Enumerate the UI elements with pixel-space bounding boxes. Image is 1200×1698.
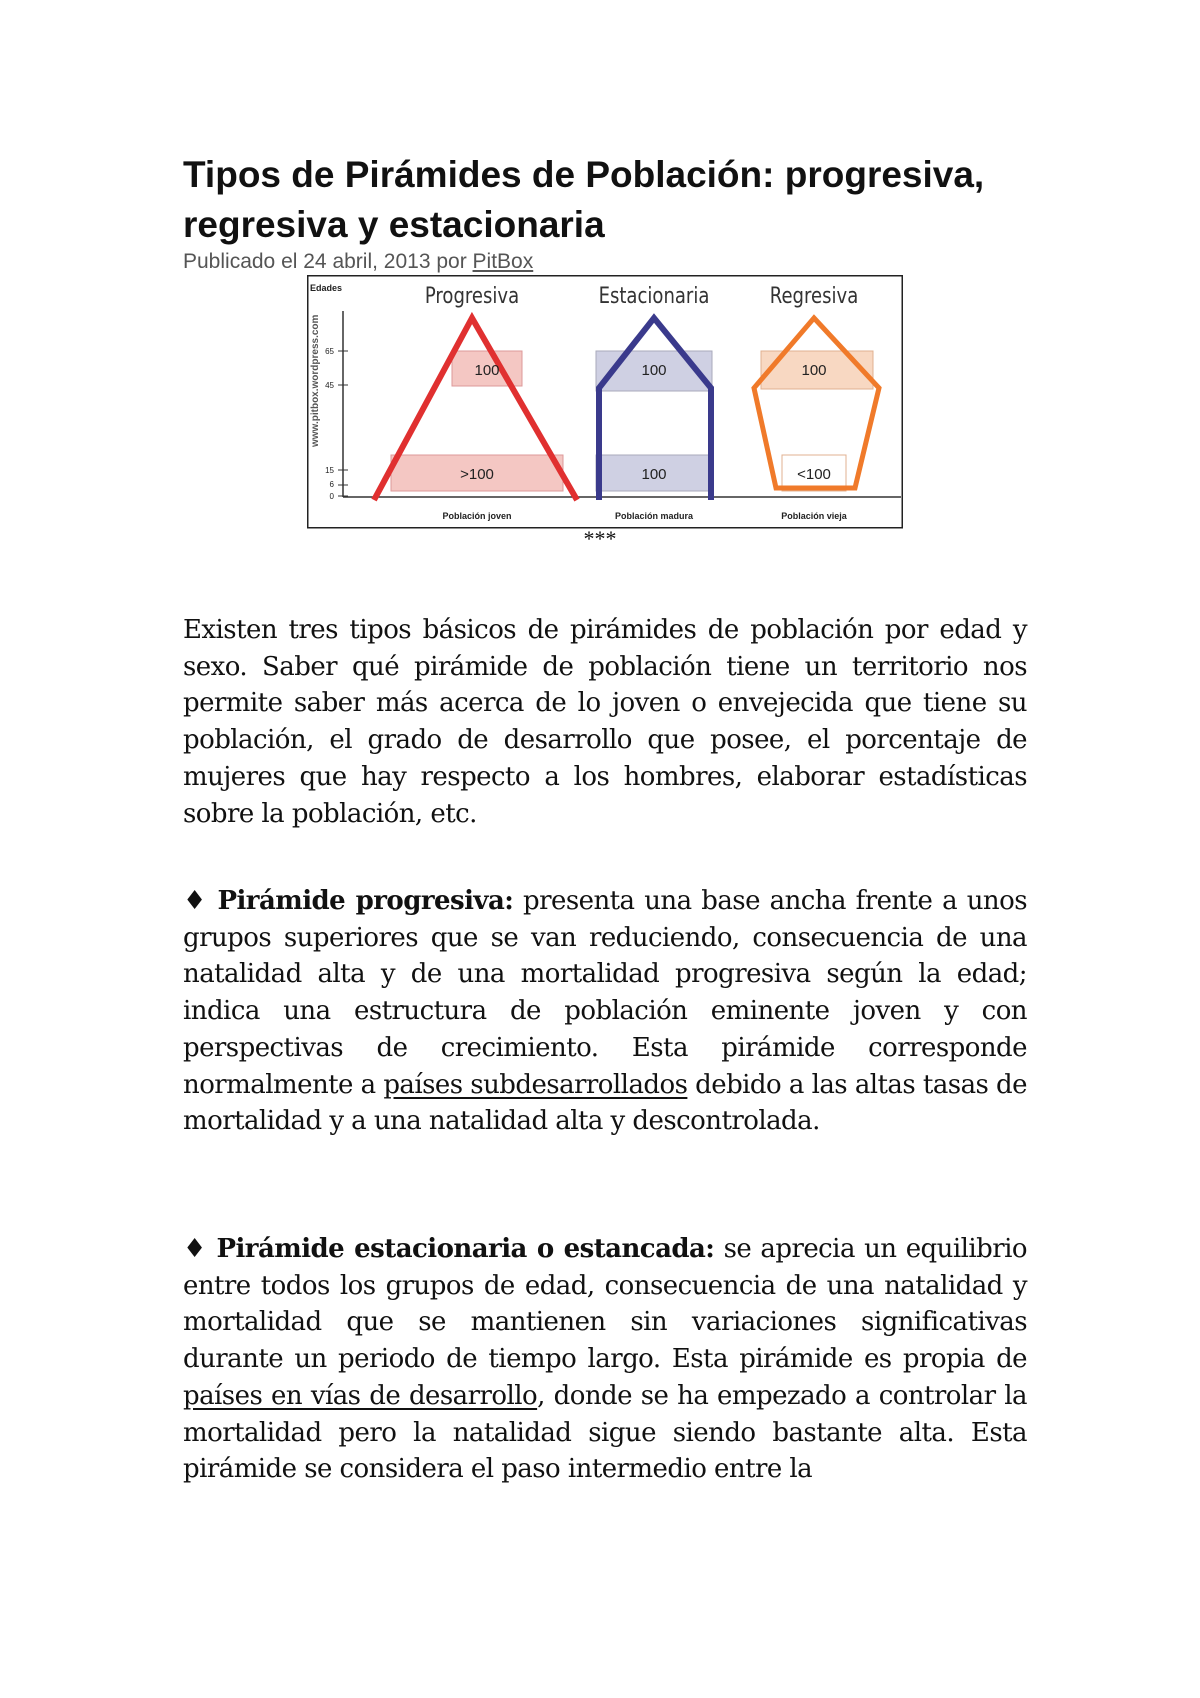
upper-group-label: 100 [801,362,827,379]
y-tick-label: 0 [329,492,334,501]
y-tick-label: 65 [325,347,334,356]
lower-group-label: 100 [641,466,667,483]
author-link[interactable]: PitBox [472,250,534,273]
y-tick-label: 45 [325,381,334,390]
progresiva-text: presenta una base ancha frente a unos grupos superiores que se van reduciendo, consecuencia de una natalidad alta y de una mortalidad progresiva según la edad; indica una estructura de población eminente joven y con perspectivas de crecimiento. Esta pirámide corresponde normalmente a [183,886,1028,1100]
panel-caption: Población joven [442,511,512,521]
upper-group-label: 100 [474,362,500,379]
y-tick-label: 15 [325,466,334,475]
pyramid-diagram [307,275,903,529]
upper-group-label: 100 [641,362,667,379]
estacionaria-text-end: , donde se ha empezado a controlar la mortalidad pero la natalidad sigue siendo bastante alta. Esta pirámide se considera el paso intermedio entre la [183,1380,1027,1485]
panel-caption: Población vieja [781,511,847,521]
y-tick-label: 6 [329,480,334,489]
watermark-text: www.pitbox.wordpress.com [310,314,321,447]
pyramid-types-figure [307,275,903,529]
article-meta [183,250,533,274]
panel-title: Regresiva [769,282,859,309]
section-separator: *** [583,526,617,551]
estacionaria-paragraph [183,1231,1027,1488]
article-title: Tipos de Pirámides de Población: progresiva, regresiva y estacionaria [183,154,985,245]
lower-group-label: <100 [797,466,831,483]
estacionaria-heading: Pirámide estacionaria o estancada: [216,1234,715,1264]
y-axis-title: Edades [310,283,343,293]
progresiva-heading: Pirámide progresiva: [217,886,514,916]
panel-title: Progresiva [424,282,520,309]
panel-title: Estacionaria [598,282,710,309]
meta-published-text: Publicado el 24 abril, 2013 por [183,250,473,273]
lower-group-label: >100 [460,466,494,483]
progresiva-text-end: debido a las altas tasas de mortalidad y a una natalidad alta y descontrolada. [183,1069,1027,1137]
vias-desarrollo-link[interactable]: países en vías de desarrollo [183,1380,538,1411]
diamond-bullet-icon: ♦ [183,886,208,916]
progresiva-paragraph [183,883,1027,1140]
subdesarrollados-link[interactable]: países subdesarrollados [383,1069,688,1100]
intro-paragraph: Existen tres tipos básicos de pirámides de población por edad y sexo. Saber qué pirámide de población tiene un territorio nos permite saber más acerca de lo joven o envejecida que tiene su población, el grado de desarrollo que posee, el porcentaje de mujeres que hay respecto a los hombres, elaborar estadísticas sobre la población, etc. [183,615,1027,829]
estacionaria-text: se aprecia un equilibrio entre todos los grupos de edad, consecuencia de una natalidad y mortalidad que se mantienen sin variaciones significativas durante un periodo de tiempo largo. Esta pirámide es propia de [183,1234,1027,1375]
diamond-bullet-icon: ♦ [183,1234,208,1264]
panel-caption: Población madura [614,511,694,521]
